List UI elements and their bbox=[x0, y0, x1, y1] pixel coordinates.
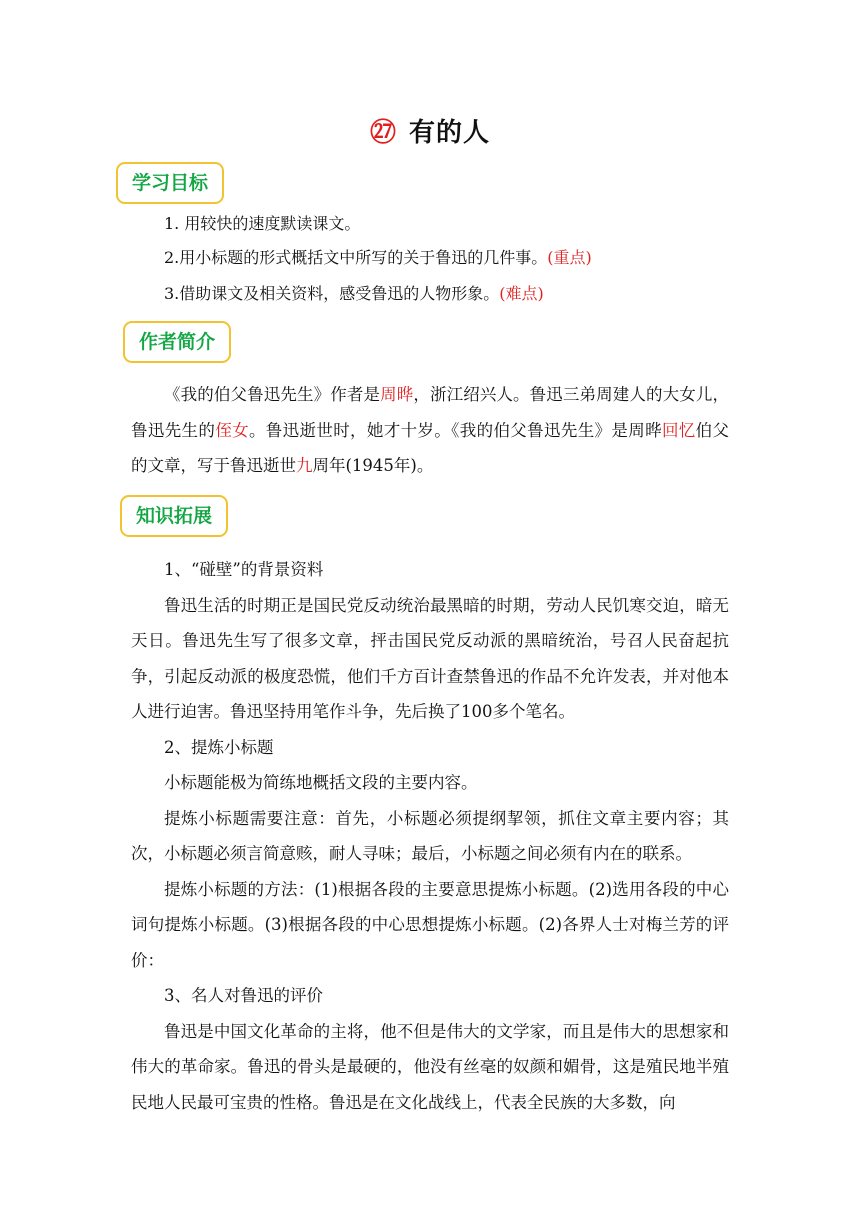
goal-item-3 bbox=[164, 283, 544, 305]
author-highlight: 侄女 bbox=[215, 420, 249, 440]
author-paragraph bbox=[131, 377, 729, 484]
author-text: ，浙江绍兴人。鲁迅三弟周建人的大女儿，鲁迅先生的 bbox=[131, 385, 730, 440]
knowledge-heading: 1、“碰壁”的背景资料 bbox=[164, 560, 324, 579]
author-text: 周年(1945年)。 bbox=[312, 456, 434, 475]
goal-item-text: 1. 用较快的速度默读课文。 bbox=[164, 214, 361, 233]
goal-item-text: 2.用小标题的形式概括文中所写的关于鲁迅的几件事。 bbox=[164, 248, 548, 267]
knowledge-paragraph: 提炼小标题需要注意：首先，小标题必须提纲挈领，抓住文章主要内容；其次，小标题必须言简意赅，耐人寻味；最后，小标题之间必须有内在的联系。 bbox=[131, 808, 729, 863]
knowledge-paragraph: 小标题能极为简练地概括文段的主要内容。 bbox=[164, 773, 478, 792]
goal-item-text: 3.借助课文及相关资料，感受鲁迅的人物形象。 bbox=[164, 284, 500, 303]
section-badge-knowledge: 知识拓展 bbox=[120, 495, 228, 537]
goal-item-2 bbox=[164, 247, 592, 269]
author-text: 《我的伯父鲁迅先生》作者是 bbox=[164, 385, 381, 404]
goal-item-note: (难点) bbox=[499, 284, 544, 303]
goal-item-note: (重点) bbox=[547, 248, 592, 267]
knowledge-paragraph: 鲁迅生活的时期正是国民党反动统治最黑暗的时期，劳动人民饥寒交迫，暗无天日。鲁迅先生写了很多文章，抨击国民党反动派的黑暗统治，号召人民奋起抗争，引起反动派的极度恐慌，他们千方百计查禁鲁迅的作品不允许发表，并对他本人进行迫害。鲁迅坚持用笔作斗争，先后换了100多个笔名。 bbox=[131, 595, 729, 721]
author-text: 。鲁迅逝世时，她才十岁。《我的伯父鲁迅先生》是周晔 bbox=[248, 420, 662, 440]
knowledge-paragraph: 鲁迅是中国文化革命的主将，他不但是伟大的文学家，而且是伟大的思想家和伟大的革命家。鲁迅的骨头是最硬的，他没有丝毫的奴颜和媚骨，这是殖民地半殖民地人民最可宝贵的性格。鲁迅是在文化战线上，代表全民族的大多数，向 bbox=[131, 1021, 729, 1112]
author-highlight: 回忆 bbox=[661, 420, 696, 440]
lesson-title bbox=[0, 112, 860, 149]
knowledge-paragraph: 提炼小标题的方法：(1)根据各段的主要意思提炼小标题。(2)选用各段的中心词句提炼小标题。(3)根据各段的中心思想提炼小标题。(2)各界人士对梅兰芳的评价： bbox=[131, 879, 729, 970]
author-highlight: 周晔 bbox=[380, 385, 414, 404]
author-text: 伯父的文章，写于鲁迅逝世 bbox=[131, 420, 730, 475]
lesson-title-text: 有的人 bbox=[409, 118, 491, 148]
lesson-number: ㉗ bbox=[369, 118, 397, 148]
knowledge-body bbox=[131, 552, 729, 1120]
section-badge-goals: 学习目标 bbox=[116, 162, 224, 204]
knowledge-heading: 3、名人对鲁迅的评价 bbox=[164, 986, 323, 1005]
author-highlight: 九 bbox=[296, 456, 313, 475]
goal-item-1 bbox=[164, 213, 360, 235]
section-badge-author: 作者简介 bbox=[123, 321, 231, 363]
knowledge-heading: 2、提炼小标题 bbox=[164, 737, 274, 757]
